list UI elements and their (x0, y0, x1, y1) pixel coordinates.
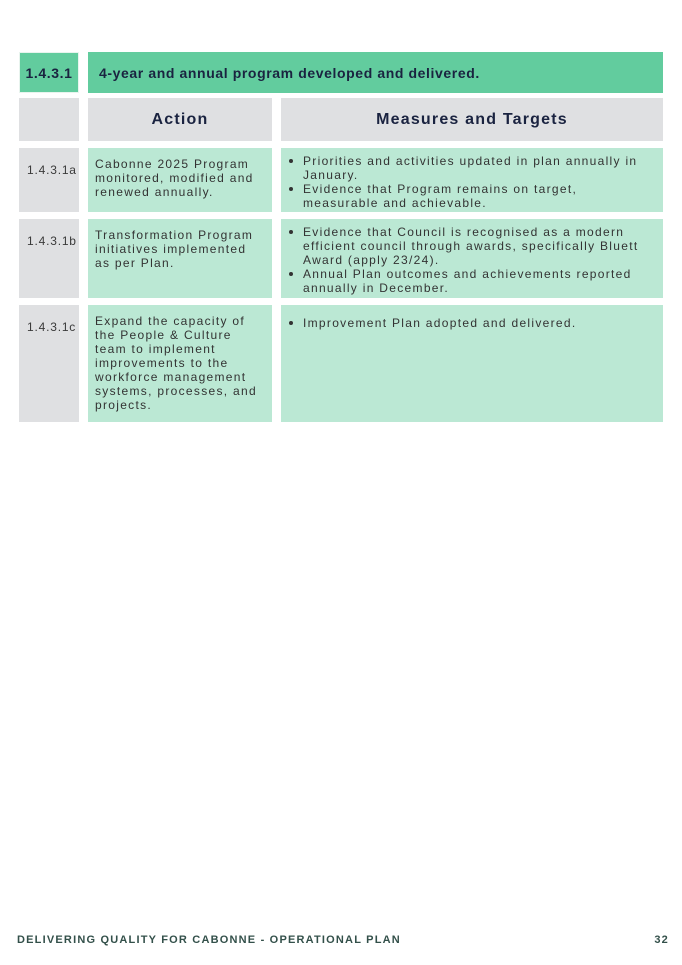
row-action: Cabonne 2025 Program monitored, modified and renewed annually. (88, 148, 272, 212)
measure-item: Evidence that Council is recognised as a modern efficient council through awards, specifically Bluett Award (apply 23/24). (303, 225, 657, 267)
row-id: 1.4.3.1b (19, 219, 79, 298)
footer-title: DELIVERING QUALITY FOR CABONNE - OPERATIONAL PLAN (17, 934, 401, 946)
measures-column-header: Measures and Targets (281, 98, 663, 141)
measure-item: Improvement Plan adopted and delivered. (303, 316, 657, 330)
measure-item: Priorities and activities updated in plan annually in January. (303, 154, 657, 182)
row-id: 1.4.3.1a (19, 148, 79, 212)
measure-item: Evidence that Program remains on target, measurable and achievable. (303, 182, 657, 210)
action-column-header: Action (88, 98, 272, 141)
row-measures (281, 219, 663, 298)
row-measures (281, 305, 663, 422)
row-id: 1.4.3.1c (19, 305, 79, 422)
row-action: Expand the capacity of the People & Culture team to implement improvements to the workforce management systems, processes, and projects. (88, 305, 272, 422)
section-title: 4-year and annual program developed and delivered. (88, 52, 663, 93)
row-action: Transformation Program initiatives implemented as per Plan. (88, 219, 272, 298)
section-number: 1.4.3.1 (19, 52, 79, 93)
id-column-header (19, 98, 79, 141)
page-number: 32 (654, 934, 669, 946)
row-measures (281, 148, 663, 212)
measure-item: Annual Plan outcomes and achievements reported annually in December. (303, 267, 657, 295)
page-footer (17, 934, 669, 946)
